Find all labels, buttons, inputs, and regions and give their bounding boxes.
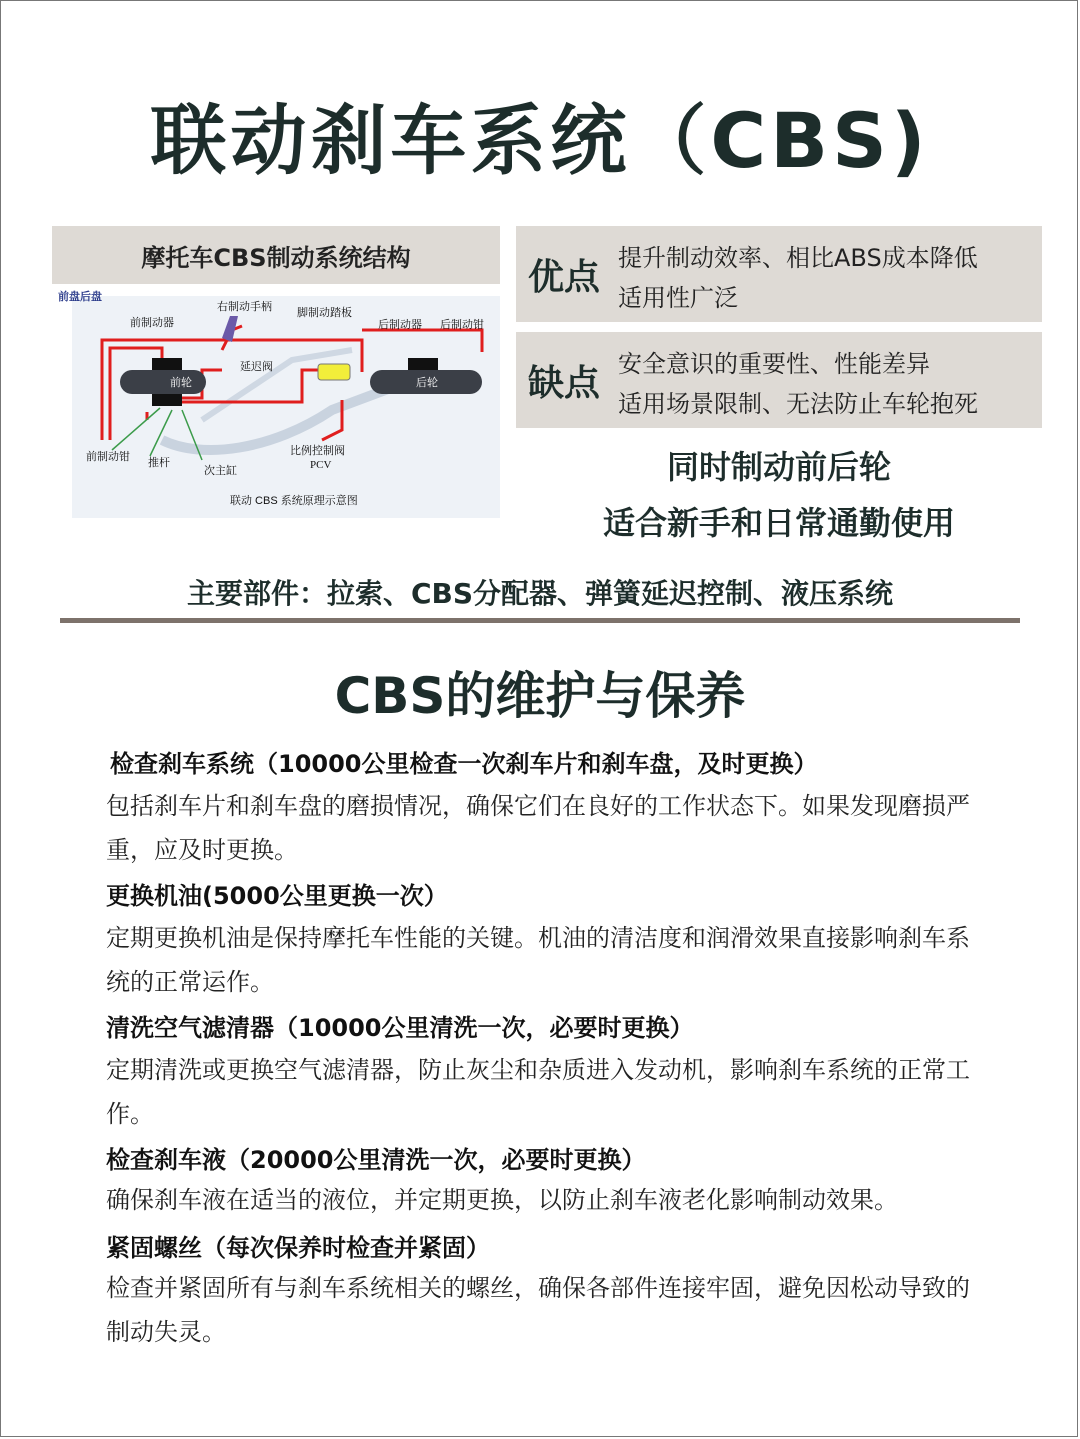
label-rear-brake: 后制动器 xyxy=(378,319,422,331)
label-delay-valve: 延迟阀 xyxy=(240,361,273,373)
cons-box xyxy=(516,332,1042,428)
cons-line-1: 安全意识的重要性、性能差异 xyxy=(618,350,930,378)
maintenance-item-body: 定期更换机油是保持摩托车性能的关键。机油的清洁度和润滑效果直接影响刹车系统的正常运作。 xyxy=(106,924,970,996)
front-caliper xyxy=(152,394,182,406)
pros-line-2: 适用性广泛 xyxy=(618,284,738,312)
cbs-structure-diagram xyxy=(52,290,500,522)
diagram-caption: 联动 CBS 系统原理示意图 xyxy=(230,495,358,507)
label-secondary-master-cylinder: 次主缸 xyxy=(204,465,237,477)
label-right-brake-handle: 右制动手柄 xyxy=(217,301,272,313)
label-front-disc-rear-drum: 前盘后盘 xyxy=(58,291,102,303)
maintenance-item-title: 更换机油(5000公里更换一次） xyxy=(106,882,448,910)
rear-brake-unit xyxy=(408,358,438,370)
maintenance-item-body: 检查并紧固所有与刹车系统相关的螺丝，确保各部件连接牢固，避免因松动导致的制动失灵。 xyxy=(106,1274,970,1346)
label-rear-caliper: 后制动钳 xyxy=(440,319,484,331)
maintenance-item-title: 清洗空气滤清器（10000公里清洗一次，必要时更换） xyxy=(106,1014,694,1042)
main-parts: 主要部件：拉索、CBS分配器、弹簧延迟控制、液压系统 xyxy=(186,577,894,610)
pros-label: 优点 xyxy=(528,256,601,298)
maintenance-title: CBS的维护与保养 xyxy=(334,667,746,725)
cons-line-2: 适用场景限制、无法防止车轮抱死 xyxy=(618,390,978,418)
label-foot-brake-pedal: 脚制动踏板 xyxy=(297,307,352,319)
pros-box xyxy=(516,226,1042,322)
label-rear-wheel: 后轮 xyxy=(416,377,438,389)
pros-line-1: 提升制动效率、相比ABS成本降低 xyxy=(618,244,978,272)
label-push-rod: 推杆 xyxy=(148,457,170,469)
diagram-header: 摩托车CBS制动系统结构 xyxy=(52,226,500,284)
pcv-valve xyxy=(318,364,350,380)
cons-label: 缺点 xyxy=(528,362,601,404)
label-front-caliper: 前制动钳 xyxy=(86,451,130,463)
maintenance-item-body: 确保刹车液在适当的液位，并定期更换，以防止刹车液老化影响制动效果。 xyxy=(106,1186,898,1214)
cbs-diagram-card xyxy=(52,226,500,522)
maintenance-item-title: 检查刹车液（20000公里清洗一次，必要时更换） xyxy=(106,1146,646,1174)
page-title: 联动刹车系统（CBS) xyxy=(150,96,930,185)
maintenance-item-title: 紧固螺丝（每次保养时检查并紧固） xyxy=(106,1234,490,1262)
label-front-wheel: 前轮 xyxy=(170,377,192,389)
front-wheel xyxy=(120,370,206,394)
maintenance-item-body: 包括刹车片和刹车盘的磨损情况，确保它们在良好的工作状态下。如果发现磨损严重，应及时更换。 xyxy=(106,792,970,864)
front-brake-unit xyxy=(152,358,182,370)
feature-line-1: 同时制动前后轮 xyxy=(666,448,891,486)
feature-line-2: 适合新手和日常通勤使用 xyxy=(602,504,955,542)
maintenance-item-title: 检查刹车系统（10000公里检查一次刹车片和刹车盘，及时更换） xyxy=(110,750,818,778)
label-pcv-line1: 比例控制阀 xyxy=(290,445,345,457)
maintenance-item-body: 定期清洗或更换空气滤清器，防止灰尘和杂质进入发动机，影响刹车系统的正常工作。 xyxy=(106,1056,970,1128)
label-front-brake: 前制动器 xyxy=(130,317,174,329)
section-divider xyxy=(60,618,1020,623)
label-pcv-line2: PCV xyxy=(310,459,332,471)
